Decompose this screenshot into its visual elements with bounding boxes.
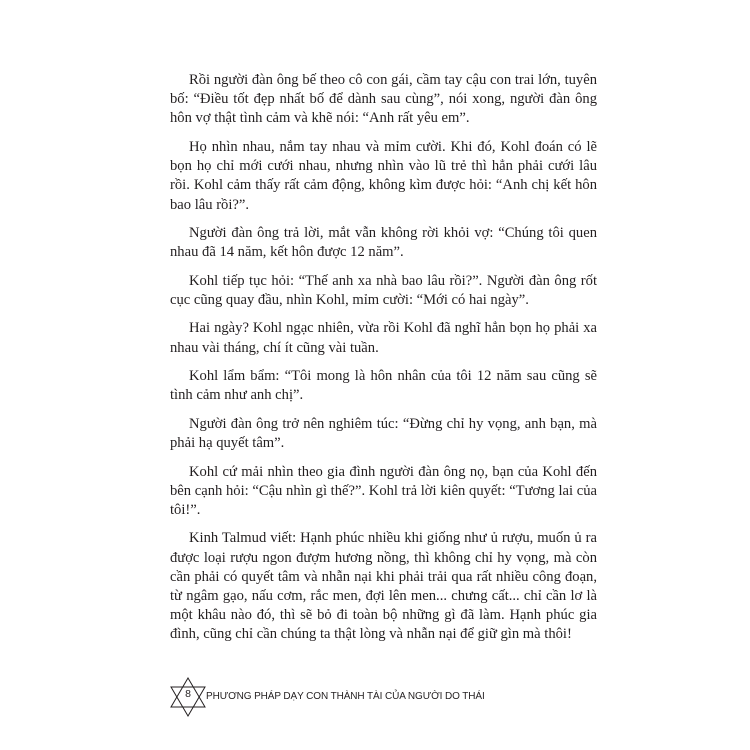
page-footer <box>168 676 628 718</box>
paragraph: Kinh Talmud viết: Hạnh phúc nhiều khi giống như ủ rượu, muốn ủ ra được loại rượu ngon đượm hương nồng, thì không chỉ hy vọng, mà còn cần phải có quyết tâm và nhẫn nại khi phải trải qua rất nhiều công đoạn, từ ngâm gạo, nấu cơm, rắc men, đợi lên men... chưng cất... chỉ cần lơ là một khâu nào đó, thì sẽ bỏ đi toàn bộ những gì đã làm. Hạnh phúc gia đình, cũng chỉ cần chúng ta thật lòng và nhẫn nại để giữ gìn mà thôi! <box>170 530 597 643</box>
paragraph: Họ nhìn nhau, nắm tay nhau và mỉm cười. Khi đó, Kohl đoán có lẽ bọn họ chỉ mới cưới nhau, nhưng nhìn vào lũ trẻ thì hẳn phải cưới lâu rồi. Kohl cảm thấy rất cảm động, không kìm được hỏi: “Anh chị kết hôn bao lâu rồi?”. <box>170 138 597 213</box>
paragraph: Rồi người đàn ông bế theo cô con gái, cầm tay cậu con trai lớn, tuyên bố: “Điều tốt đẹp nhất bố để dành sau cùng”, nói xong, người đàn ông hôn vợ thật tình cảm và khẽ nói: “Anh rất yêu em”. <box>170 72 597 127</box>
running-title: PHƯƠNG PHÁP DẠY CON THÀNH TÀI CỦA NGƯỜI DO THÁI <box>206 691 485 702</box>
paragraph: Hai ngày? Kohl ngạc nhiên, vừa rồi Kohl đã nghĩ hẳn bọn họ phải xa nhau vài tháng, chí ít cũng vài tuần. <box>170 320 597 356</box>
page-number: 8 <box>185 688 191 700</box>
paragraph: Kohl lẩm bẩm: “Tôi mong là hôn nhân của tôi 12 năm sau cũng sẽ tình cảm như anh chị”. <box>170 368 597 404</box>
body-text <box>170 71 597 645</box>
paragraph: Kohl cứ mải nhìn theo gia đình người đàn ông nọ, bạn của Kohl đến bên cạnh hỏi: “Cậu nhìn gì thế?”. Kohl trả lời kiên quyết: “Tương lai của tôi!”. <box>170 463 597 518</box>
paragraph: Người đàn ông trở nên nghiêm túc: “Đừng chỉ hy vọng, anh bạn, mà phải hạ quyết tâm”. <box>170 415 597 452</box>
paragraph: Kohl tiếp tục hỏi: “Thế anh xa nhà bao lâu rồi?”. Người đàn ông rốt cục cũng quay đầu, nhìn Kohl, mỉm cười: “Mới có hai ngày”. <box>170 272 597 308</box>
paragraph: Người đàn ông trả lời, mắt vẫn không rời khỏi vợ: “Chúng tôi quen nhau đã 14 năm, kết hôn được 12 năm”. <box>170 225 597 261</box>
